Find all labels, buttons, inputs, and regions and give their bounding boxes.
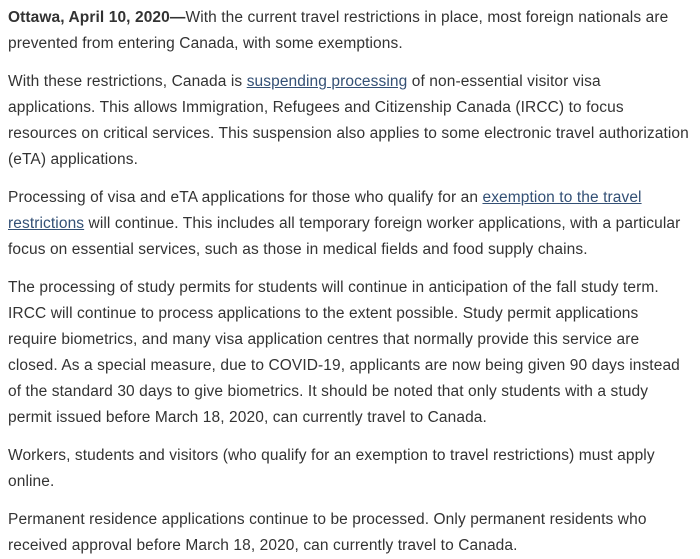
paragraph: [8, 507, 690, 559]
paragraph: [8, 69, 690, 173]
paragraph-text: The processing of study permits for students will continue in anticipation of the fall study term. IRCC will continue to process applications to the extent possible. Study permit applications require biometrics, and many visa application centres that normally provide this service are closed. As a special measure, due to COVID-19, applicants are now being given 90 days instead of the standard 30 days to give biometrics. It should be noted that only students with a study permit issued before March 18, 2020, can currently travel to Canada.: [8, 279, 680, 426]
paragraph-text: of non-essential visitor visa applications. This allows Immigration, Refugees and Citizenship Canada (IRCC) to focus resources on critical services. This suspension also applies to some electronic travel authorization (eTA) applications.: [8, 73, 689, 168]
paragraph: [8, 185, 690, 263]
inline-link[interactable]: exemption to the travel restrictions: [8, 189, 642, 232]
paragraph-text: Permanent residence applications continue to be processed. Only permanent residents who received approval before March 18, 2020, can currently travel to Canada.: [8, 511, 647, 554]
paragraph-text: With the current travel restrictions in place, most foreign nationals are prevented from entering Canada, with some exemptions.: [8, 9, 669, 52]
paragraph: [8, 275, 690, 431]
paragraph: [8, 5, 690, 57]
paragraph-text: With these restrictions, Canada is: [8, 73, 247, 90]
paragraph-text: will continue. This includes all temporary foreign worker applications, with a particular focus on essential services, such as those in medical fields and food supply chains.: [8, 215, 681, 258]
paragraph-text: Processing of visa and eTA applications for those who qualify for an: [8, 189, 483, 206]
paragraph: [8, 443, 690, 495]
inline-link[interactable]: suspending processing: [246, 73, 408, 90]
paragraph-text: Workers, students and visitors (who qualify for an exemption to travel restrictions) must apply online.: [8, 447, 655, 490]
dateline: Ottawa, April 10, 2020—: [8, 9, 186, 26]
